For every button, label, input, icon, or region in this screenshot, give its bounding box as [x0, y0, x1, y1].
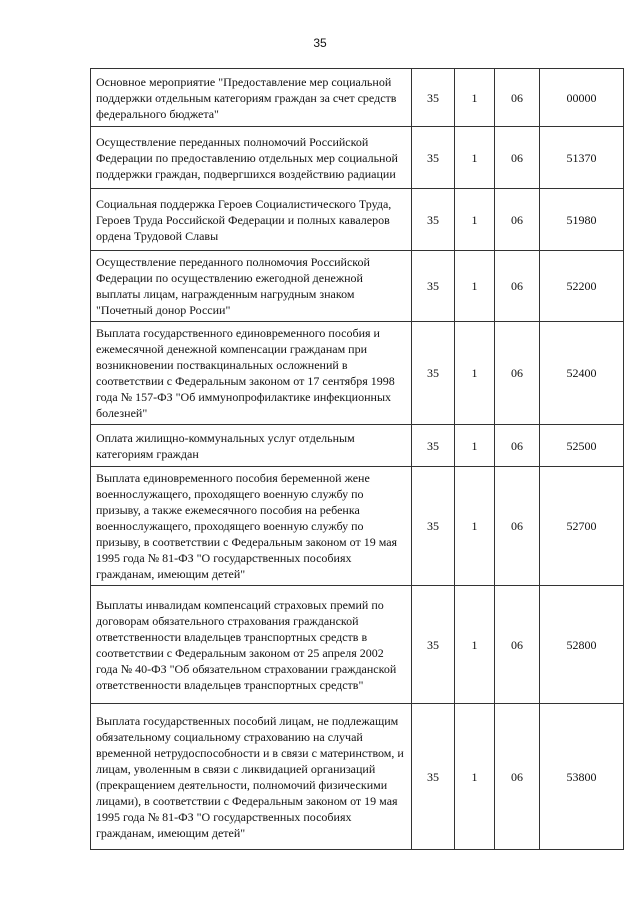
- row-description: Осуществление переданного полномочия Российской Федерации по осуществлению ежегодной денежной выплаты лицам, награжденным нагрудным знаком "Почетный донор России": [91, 251, 412, 322]
- row-code-direction: 51980: [540, 189, 624, 251]
- row-description: Выплата государственных пособий лицам, не подлежащим обязательному социальному страхованию на случай временной нетрудоспособности и в связи с материнством, и лицам, уволенным в связи с ликвидацией организаций (прекращением деятельности, полномочий физическими лицами), в соответствии с Федеральным законом от 19 мая 1995 года № 81-ФЗ "О государственных пособиях гражданам, имеющим детей": [91, 704, 412, 850]
- row-description: Выплата единовременного пособия беременной жене военнослужащего, проходящего военную службу по призыву, а также ежемесячного пособия на ребенка военнослужащего, проходящего военную службу по призыву, в соответствии с Федеральным законом от 19 мая 1995 года № 81-ФЗ "О государственных пособиях гражданам, имеющим детей": [91, 467, 412, 586]
- row-code-subprogram: 1: [455, 425, 495, 467]
- page-number: 35: [313, 36, 327, 50]
- row-code-direction: 52500: [540, 425, 624, 467]
- table-body: [91, 69, 624, 850]
- row-code-subprogram: 1: [455, 251, 495, 322]
- row-code-program: 35: [412, 425, 455, 467]
- table-row: [91, 69, 624, 127]
- row-code-activity: 06: [495, 586, 540, 704]
- table-row: [91, 127, 624, 189]
- row-code-program: 35: [412, 467, 455, 586]
- row-description: Оплата жилищно-коммунальных услуг отдельным категориям граждан: [91, 425, 412, 467]
- row-code-program: 35: [412, 189, 455, 251]
- table-row: [91, 322, 624, 425]
- row-code-subprogram: 1: [455, 69, 495, 127]
- row-code-subprogram: 1: [455, 127, 495, 189]
- table-row: [91, 189, 624, 251]
- row-code-direction: 00000: [540, 69, 624, 127]
- row-code-direction: 52800: [540, 586, 624, 704]
- row-code-direction: 51370: [540, 127, 624, 189]
- row-code-program: 35: [412, 704, 455, 850]
- row-code-program: 35: [412, 251, 455, 322]
- row-code-program: 35: [412, 69, 455, 127]
- row-code-direction: 52400: [540, 322, 624, 425]
- row-code-activity: 06: [495, 425, 540, 467]
- row-code-activity: 06: [495, 127, 540, 189]
- table-row: [91, 467, 624, 586]
- row-code-activity: 06: [495, 322, 540, 425]
- row-code-subprogram: 1: [455, 467, 495, 586]
- budget-classification-table: [90, 68, 624, 850]
- row-code-subprogram: 1: [455, 704, 495, 850]
- table-row: [91, 425, 624, 467]
- row-code-activity: 06: [495, 704, 540, 850]
- row-code-direction: 52200: [540, 251, 624, 322]
- table-row: [91, 586, 624, 704]
- row-code-subprogram: 1: [455, 189, 495, 251]
- row-description: Основное мероприятие "Предоставление мер социальной поддержки отдельным категориям граждан за счет средств федерального бюджета": [91, 69, 412, 127]
- row-code-direction: 53800: [540, 704, 624, 850]
- row-description: Выплата государственного единовременного пособия и ежемесячной денежной компенсации гражданам при возникновении поствакцинальных осложнений в соответствии с Федеральным законом от 17 сентября 1998 года № 157-ФЗ "Об иммунопрофилактике инфекционных болезней": [91, 322, 412, 425]
- row-code-activity: 06: [495, 251, 540, 322]
- table-row: [91, 704, 624, 850]
- row-code-program: 35: [412, 322, 455, 425]
- row-code-activity: 06: [495, 69, 540, 127]
- row-code-activity: 06: [495, 467, 540, 586]
- row-description: Выплаты инвалидам компенсаций страховых премий по договорам обязательного страхования гражданской ответственности владельцев транспортных средств в соответствии с Федеральным законом от 25 апреля 2002 года № 40-ФЗ "Об обязательном страховании гражданской ответственности владельцев транспортных средств": [91, 586, 412, 704]
- row-code-direction: 52700: [540, 467, 624, 586]
- row-code-subprogram: 1: [455, 586, 495, 704]
- row-code-activity: 06: [495, 189, 540, 251]
- row-description: Осуществление переданных полномочий Российской Федерации по предоставлению отдельных мер социальной поддержки граждан, подвергшихся воздействию радиации: [91, 127, 412, 189]
- row-description: Социальная поддержка Героев Социалистического Труда, Героев Труда Российской Федерации и полных кавалеров ордена Трудовой Славы: [91, 189, 412, 251]
- row-code-program: 35: [412, 127, 455, 189]
- row-code-program: 35: [412, 586, 455, 704]
- table-row: [91, 251, 624, 322]
- row-code-subprogram: 1: [455, 322, 495, 425]
